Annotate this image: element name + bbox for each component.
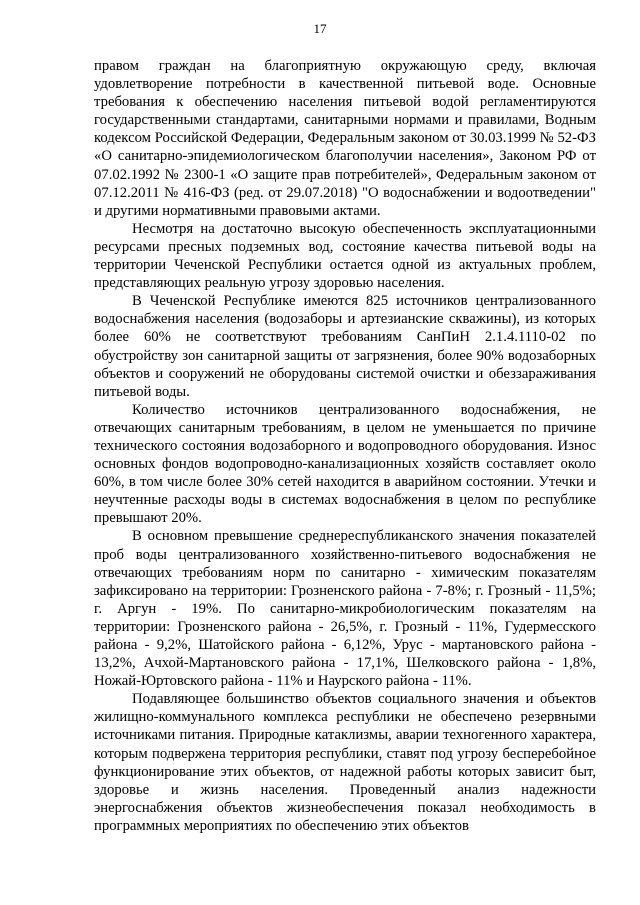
paragraph-equipment-condition: Количество источников централизованного водоснабжения, не отвечающих санитарным требованиям, в целом не уменьшается по причине технического состояния водозаборного и водопроводного оборудования. Износ основных фондов водопроводно-канализационных хозяйств составляет около 60%, в том числе более 30% сетей находится в аварийном состоянии. Утечки и неучтенные расходы воды в системах водоснабжения в целом по республике превышают 20%.: [94, 401, 596, 527]
paragraph-water-sources: В Чеченской Республике имеются 825 источников централизованного водоснабжения населения (водозаборы и артезианские скважины), из которых более 60% не соответствуют требованиям СанПиН 2.1.4.1110-02 по обустройству зон санитарной защиты от загрязнения, более 90% водозаборных объектов и сооружений не оборудованы системой очистки и обеззараживания питьевой воды.: [94, 293, 596, 400]
text-body: [94, 57, 596, 835]
paragraph-sample-exceedances: В основном превышение среднереспубликанского значения показателей проб воды централизованного хозяйственно-питьевого водоснабжения не отвечающих требованиям норм по санитарно - химическим показателям зафиксировано на территории: Грозненского района - 7-8%; г. Грозный - 11,5%; г. Аргун - 19%. По санитарно-микробиологическим показателям на территории: Грозненского района - 26,5%, г. Грозный - 11%, Гудермесского района - 9,2%, Шатойского района - 6,12%, Урус - мартановского района - 13,2%, Ачхой-Мартановского района - 17,1%, Шелковского района - 1,8%, Ножай-Юртовского района - 11% и Наурского района - 11%.: [94, 528, 596, 690]
paragraph-continuation: правом граждан на благоприятную окружающую среду, включая удовлетворение потребности в качественной питьевой воде. Основные требования к обеспечению населения питьевой водой регламентируются государственными стандартами, санитарными нормами и правилами, Водным кодексом Российской Федерации, Федеральным законом от 30.03.1999 № 52-ФЗ «О санитарно-эпидемиологическом благополучии населения», Законом РФ от 07.02.1992 № 2300-1 «О защите прав потребителей», Федеральным законом от 07.12.2011 № 416-ФЗ (ред. от 29.07.2018) "О водоснабжении и водоотведении" и другими нормативными правовыми актами.: [94, 58, 596, 219]
paragraph-power-backup: Подавляющее большинство объектов социального значения и объектов жилищно-коммунального комплекса республики не обеспечено резервными источниками питания. Природные катаклизмы, аварии техногенного характера, которым подвержена территория республики, ставят под угрозу бесперебойное функционирование этих объектов, от надежной работы которых зависит быт, здоровье и жизнь населения. Проведенный анализ надежности энергоснабжения объектов жизнеобеспечения показал необходимость в программных мероприятиях по обеспечению этих объектов: [94, 691, 596, 834]
paragraph-water-quality-problem: Несмотря на достаточно высокую обеспеченность эксплуатационными ресурсами пресных подземных вод, состояние качества питьевой воды на территории Чеченской Республики остается одной из актуальных проблем, представляющих реальную угрозу здоровью населения.: [94, 220, 596, 292]
page-number: 17: [313, 21, 327, 36]
